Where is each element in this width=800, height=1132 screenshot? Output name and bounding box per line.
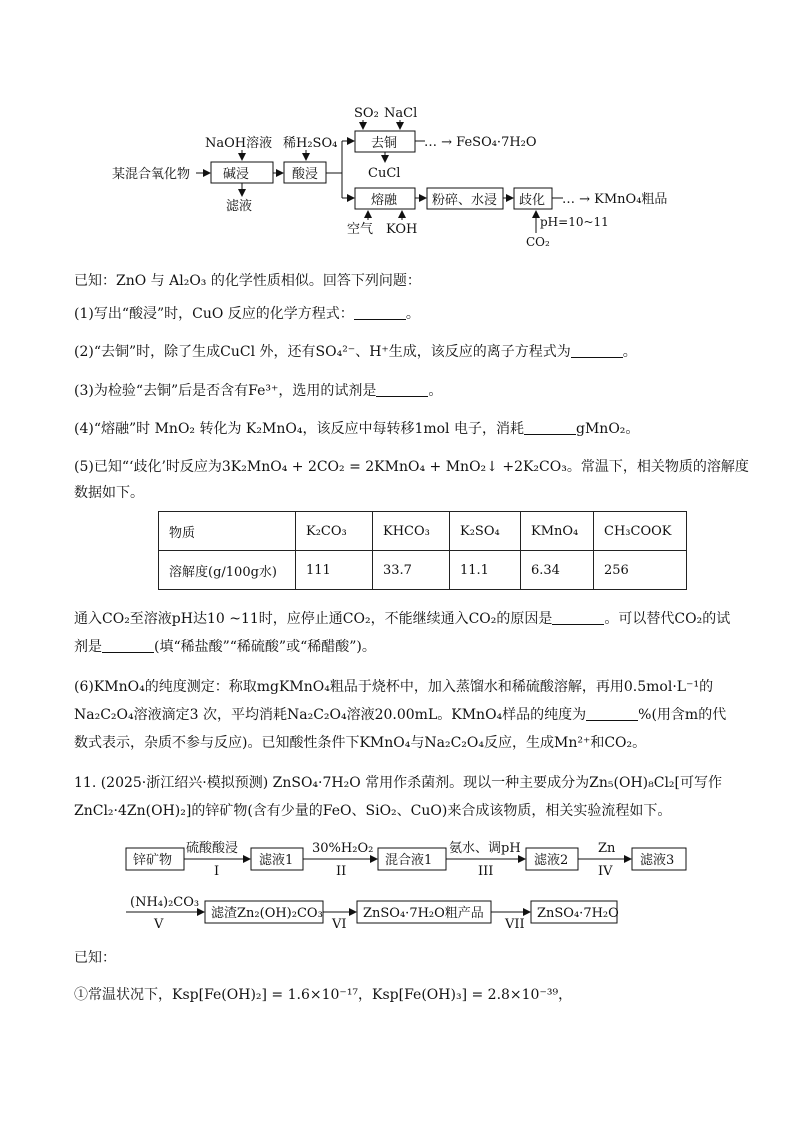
- answer-blank: [524, 420, 576, 435]
- flow2-box-filtrate1: 滤液1: [259, 853, 294, 868]
- table-cell: 6.34: [521, 551, 594, 590]
- flow2-roman-1: I: [214, 864, 220, 879]
- answer-blank: [102, 638, 154, 653]
- question-6-line3: 数式表示，杂质不参与反应)。已知酸性条件下KMnO₄与Na₂C₂O₄反应，生成Mn²⁺和CO₂。: [74, 735, 647, 751]
- flow1-product1: … → FeSO₄·7H₂O: [424, 135, 537, 150]
- table-cell: 11.1: [450, 551, 521, 590]
- flow1-product2: … → KMnO₄粗品: [562, 192, 668, 207]
- answer-blank: [571, 343, 623, 358]
- flow2-roman-4: IV: [598, 864, 613, 879]
- table-header-cell: KMnO₄: [521, 512, 594, 551]
- flow2-roman-5: V: [154, 917, 164, 932]
- table-header-row: [159, 512, 687, 551]
- flow2-box-filtrate3: 滤液3: [640, 853, 675, 868]
- table-header-cell: 物质: [159, 512, 296, 551]
- question-2: (2)“去铜”时，除了生成CuCl 外，还有SO₄²⁻、H⁺生成，该反应的离子方程式为 。: [74, 344, 637, 360]
- known-statement: 已知：ZnO 与 Al₂O₃ 的化学性质相似。回答下列问题：: [74, 273, 421, 289]
- answer-blank: [354, 305, 406, 320]
- flow2-box-ore: 锌矿物: [133, 853, 173, 868]
- answer-blank: [376, 382, 428, 397]
- flow1-koh: KOH: [386, 222, 418, 237]
- flow2-label-2: 30%H₂O₂: [312, 841, 374, 856]
- flow2-box-product: ZnSO₄·7H₂O: [537, 906, 619, 921]
- known-2-heading: 已知：: [74, 950, 116, 966]
- flow2-label-4: Zn: [598, 841, 616, 856]
- flow2-box-filtrate2: 滤液2: [534, 853, 569, 868]
- solubility-table: [158, 511, 687, 590]
- question-1: (1)写出“酸浸”时，CuO 反应的化学方程式： 。: [74, 306, 420, 322]
- table-cell: 33.7: [373, 551, 450, 590]
- flowchart-2: [0, 830, 800, 940]
- question-5-line2: 数据如下。: [74, 485, 144, 501]
- flow2-label-5: (NH₄)₂CO₃: [130, 895, 200, 910]
- answer-blank: [552, 610, 604, 625]
- flow1-step-acid: 酸浸: [292, 167, 319, 182]
- ksp-statement: ①常温状况下，Ksp[Fe(OH)₂] = 1.6×10⁻¹⁷，Ksp[Fe(OH)₃] = 2.8×10⁻³⁹，: [74, 987, 573, 1003]
- answer-blank: [586, 706, 638, 721]
- flow1-acid-label: 稀H₂SO₄: [283, 136, 338, 151]
- flow1-step-alkali: 碱浸: [223, 167, 250, 182]
- flow2-roman-2: II: [336, 864, 347, 879]
- flow2-roman-6: VI: [332, 917, 347, 932]
- flow1-step-copper: 去铜: [371, 136, 398, 151]
- flow1-nacl-label: NaCl: [384, 106, 418, 121]
- flow1-step-grind: 粉碎、水浸: [432, 193, 498, 208]
- flow2-box-crude: ZnSO₄·7H₂O粗产品: [363, 906, 484, 921]
- question-5-line4: 剂是 (填“稀盐酸”“稀硫酸”或“稀醋酸”)。: [74, 639, 376, 655]
- flow1-air: 空气: [347, 222, 374, 237]
- flow1-cucl: CuCl: [368, 166, 401, 181]
- flowchart-1: [0, 0, 800, 260]
- question-4: (4)“熔融”时 MnO₂ 转化为 K₂MnO₄，该反应中每转移1mol 电子，消耗 gMnO₂。: [74, 421, 640, 437]
- flow1-so2-label: SO₂: [354, 106, 379, 121]
- flow2-label-1: 硫酸酸浸: [186, 841, 239, 856]
- question-6-line2: Na₂C₂O₄溶液滴定3 次，平均消耗Na₂C₂O₄溶液20.00mL。KMnO₄样品的纯度为 %(用含m的代: [74, 707, 727, 723]
- table-header-cell: K₂CO₃: [296, 512, 373, 551]
- flow1-filtrate: 滤液: [226, 199, 253, 214]
- flow2-box-mixture1: 混合液1: [385, 853, 433, 868]
- table-cell: 111: [296, 551, 373, 590]
- flow2-roman-3: III: [478, 864, 494, 879]
- flow1-step-melt: 熔融: [371, 193, 398, 208]
- flow1-start: 某混合氧化物: [112, 167, 191, 182]
- flow1-co2-label: CO₂: [526, 235, 550, 249]
- table-header-cell: K₂SO₄: [450, 512, 521, 551]
- question-5-line1: (5)已知“‘歧化’时反应为3K₂MnO₄ + 2CO₂ = 2KMnO₄ + MnO₂↓ +2K₂CO₃。常温下，相关物质的溶解度: [74, 459, 749, 475]
- flow1-ph-label: pH=10~11: [540, 215, 609, 229]
- flow2-box-residue: 滤渣Zn₂(OH)₂CO₃: [211, 906, 323, 921]
- question-6-line1: (6)KMnO₄的纯度测定：称取mgKMnO₄粗品于烧杯中，加入蒸馏水和稀硫酸溶解，再用0.5mol·L⁻¹的: [74, 679, 714, 695]
- table-header-cell: CH₃COOK: [594, 512, 687, 551]
- question-11-line1: 11. (2025·浙江绍兴·模拟预测) ZnSO₄·7H₂O 常用作杀菌剂。现以一种主要成分为Zn₅(OH)₈Cl₂[可写作: [74, 775, 722, 791]
- flow1-naoh-label: NaOH溶液: [205, 136, 273, 151]
- question-5-line3: 通入CO₂至溶液pH达10 ~11时，应停止通CO₂，不能继续通入CO₂的原因是 。可以替代CO₂的试: [74, 611, 731, 627]
- flow2-label-3: 氨水、调pH: [449, 841, 521, 856]
- table-header-cell: KHCO₃: [373, 512, 450, 551]
- table-row: [159, 551, 687, 590]
- question-3: (3)为检验“去铜”后是否含有Fe³⁺，选用的试剂是 。: [74, 383, 443, 399]
- table-cell: 256: [594, 551, 687, 590]
- flow1-step-disproportionation: 歧化: [519, 193, 546, 208]
- question-11-line2: ZnCl₂·4Zn(OH)₂]的锌矿物(含有少量的FeO、SiO₂、CuO)来合成该物质，相关实验流程如下。: [74, 803, 672, 819]
- flow2-roman-7: VII: [505, 917, 525, 932]
- table-row-label: 溶解度(g/100g水): [159, 551, 296, 590]
